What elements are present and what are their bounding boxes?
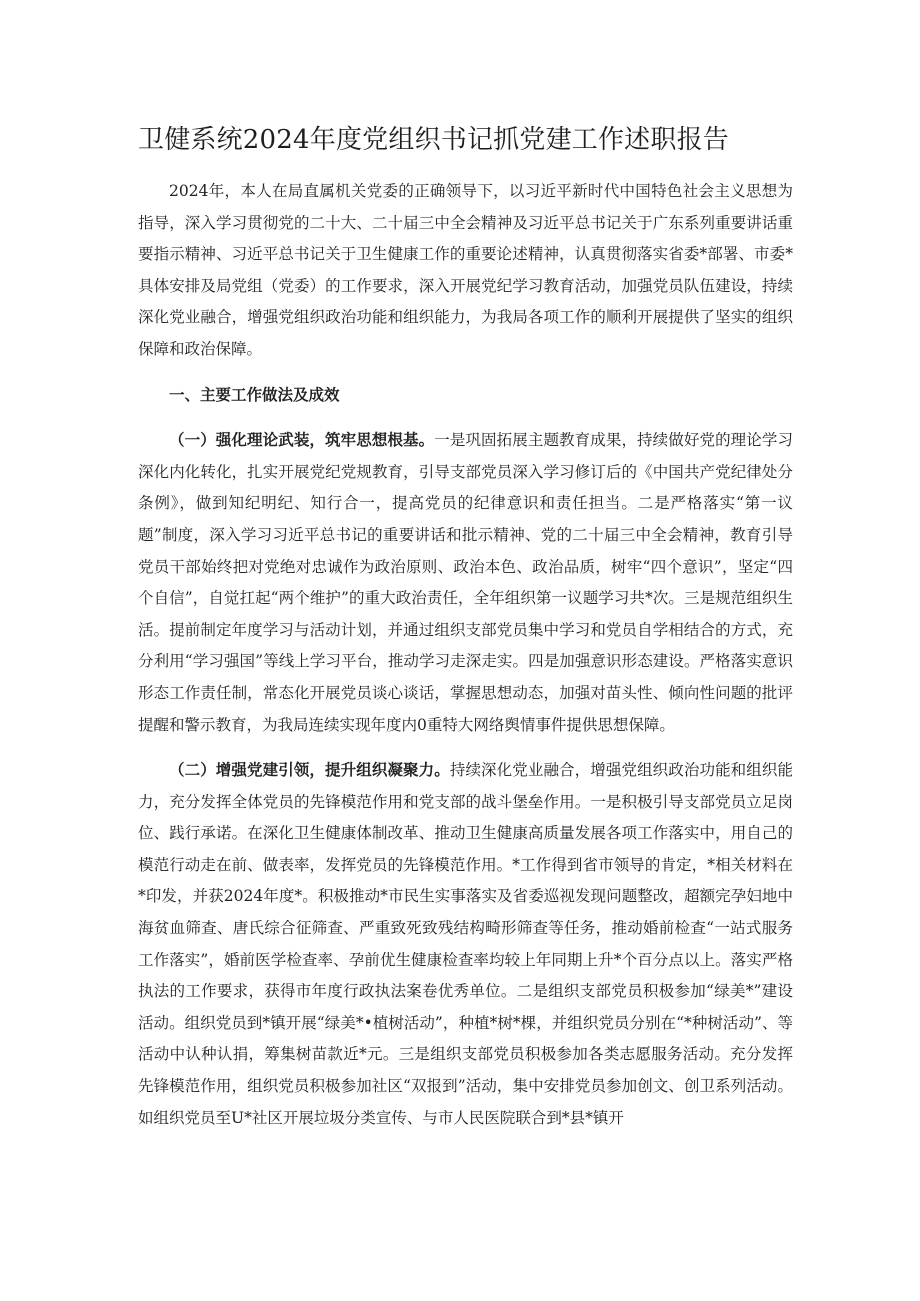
- paragraph-party-building-body: 持续深化党业融合，增强党组织政治功能和组织能力，充分发挥全体党员的先锋模范作用和党支部的战斗堡垒作用。一是积极引导支部党员立足岗位、践行承诺。在深化卫生健康体制改革、推动卫生健康高质量发展各项工作落实中，用自己的模范行动走在前、做表率，发挥党员的先锋模范作用。*工作得到省市领导的肯定，*相关材料在*印发，并获2024年度*。积极推动*市民生实事落实及省委巡视发现问题整改，超额完孕妇地中海贫血筛查、唐氏综合征筛查、严重致死致残结构畸形筛查等任务，推动婚前检查“一站式服务工作落实”，婚前医学检查率、孕前优生健康检查率均较上年同期上升*个百分点以上。落实严格执法的工作要求，获得市年度行政执法案卷优秀单位。二是组织支部党员积极参加“绿美*”建设活动。组织党员到*镇开展“绿美*•植树活动”，种植*树*棵，并组织党员分别在“*种树活动”、等活动中认种认捐，筹集树苗款近*元。三是组织支部党员积极参加各类志愿服务活动。充分发挥先锋模范作用，组织党员积极参加社区“双报到”活动，集中安排党员参加创文、创卫系列活动。如组织党员至U*社区开展垃圾分类宣传、与市人民医院联合到*县*镇开: [138, 761, 793, 1127]
- subheading-theory-study: （一）强化理论武装，筑牢思想根基。: [169, 431, 435, 450]
- document-body: [138, 120, 793, 1134]
- paragraph-theory-study-body: 一是巩固拓展主题教育成果，持续做好党的理论学习深化内化转化，扎实开展党纪党规教育，引导支部党员深入学习修订后的《中国共产党纪律处分条例》，做到知纪明纪、知行合一，提高党员的纪律意识和责任担当。二是严格落实“第一议题”制度，深入学习习近平总书记的重要讲话和批示精神、党的二十届三中全会精神，教育引导党员干部始终把对党绝对忠诚作为政治原则、政治本色、政治品质，树牢“四个意识”，坚定“四个自信”，自觉扛起“两个维护”的重大政治责任，全年组织第一议题学习共*次。三是规范组织生活。提前制定年度学习与活动计划，并通过组织支部党员集中学习和党员自学相结合的方式，充分利用“学习强国”等线上学习平台，推动学习走深走实。四是加强意识形态建设。严格落实意识形态工作责任制，常态化开展党员谈心谈话，掌握思想动态，加强对苗头性、倾向性问题的批评提醒和警示教育，为我局连续实现年度内0重特大网络舆情事件提供思想保障。: [138, 431, 793, 734]
- paragraph-theory-study: [138, 425, 793, 741]
- section-heading-main-work: 一、主要工作做法及成效: [169, 385, 340, 404]
- intro-paragraph: 2024年，本人在局直属机关党委的正确领导下，以习近平新时代中国特色社会主义思想为指导，深入学习贯彻党的二十大、二十届三中全会精神及习近平总书记关于广东系列重要讲话重要指示精神、习近平总书记关于卫生健康工作的重要论述精神，认真贯彻落实省委*部署、市委*具体安排及局党组（党委）的工作要求，深入开展党纪学习教育活动，加强党员队伍建设，持续深化党业融合，增强党组织政治功能和组织能力，为我局各项工作的顺利开展提供了坚实的组织保障和政治保障。: [138, 182, 793, 358]
- document-title: 卫健系统2024年度党组织书记抓党建工作述职报告: [138, 125, 729, 155]
- subheading-party-building: （二）增强党建引领，提升组织凝聚力。: [169, 761, 450, 780]
- paragraph-party-building: [138, 755, 793, 1134]
